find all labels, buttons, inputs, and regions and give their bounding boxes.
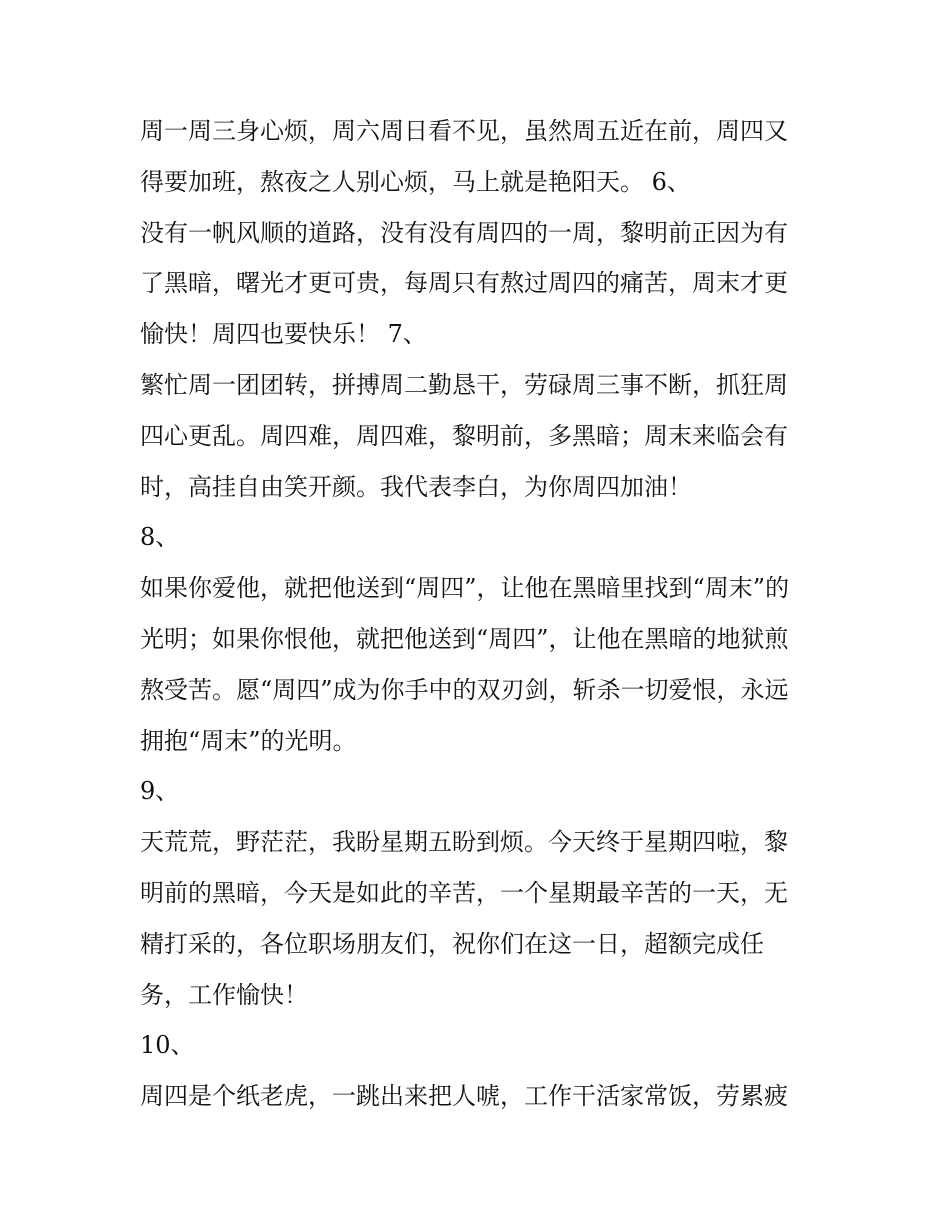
text-line-20: 周四是个纸老虎，一跳出来把人唬，工作干活家常饭，劳累疲: [140, 1082, 788, 1111]
text-line-8: 时，高挂自由笑开颜。我代表李白，为你周四加油！: [140, 472, 692, 501]
text-line-7: 四心更乱。周四难，周四难，黎明前，多黑暗；周末来临会有: [140, 421, 788, 450]
text-line-4: 了黑暗，曙光才更可贵，每周只有熬过周四的痛苦，周末才更: [140, 269, 788, 298]
section-number-8: 8、: [140, 523, 180, 552]
text-line-11: 光明；如果你恨他，就把他送到“周四”，让他在黑暗的地狱煎: [140, 624, 789, 653]
text-line-18: 务，工作愉快！: [140, 980, 308, 1009]
text-line-12: 熬受苦。愿“周四”成为你手中的双刃剑，斩杀一切爱恨，永远: [140, 675, 789, 704]
text-line-2: 得要加班，熬夜之人别心烦，马上就是艳阳天。 6、: [140, 167, 691, 196]
text-line-3: 没有一帆风顺的道路，没有没有周四的一周，黎明前正因为有: [140, 218, 788, 247]
text-line-15: 天荒荒，野茫茫，我盼星期五盼到烦。今天终于星期四啦，黎: [140, 828, 788, 857]
document-body: [140, 106, 820, 1122]
text-line-13: 拥抱“周末”的光明。: [140, 726, 357, 755]
text-line-1: 周一周三身心烦，周六周日看不见，虽然周五近在前，周四又: [140, 117, 788, 145]
section-number-10: 10、: [140, 1031, 195, 1060]
text-line-10: 如果你爱他，就把他送到“周四”，让他在黑暗里找到“周末”的: [140, 574, 790, 603]
text-line-5: 愉快！周四也要快乐！ 7、: [140, 320, 427, 349]
text-line-6: 繁忙周一团团转，拼搏周二勤恳干，劳碌周三事不断，抓狂周: [140, 370, 788, 399]
section-number-9: 9、: [140, 777, 180, 806]
text-line-16: 明前的黑暗，今天是如此的辛苦，一个星期最辛苦的一天，无: [140, 878, 788, 907]
text-line-17: 精打采的，各位职场朋友们，祝你们在这一日，超额完成任: [140, 929, 764, 958]
